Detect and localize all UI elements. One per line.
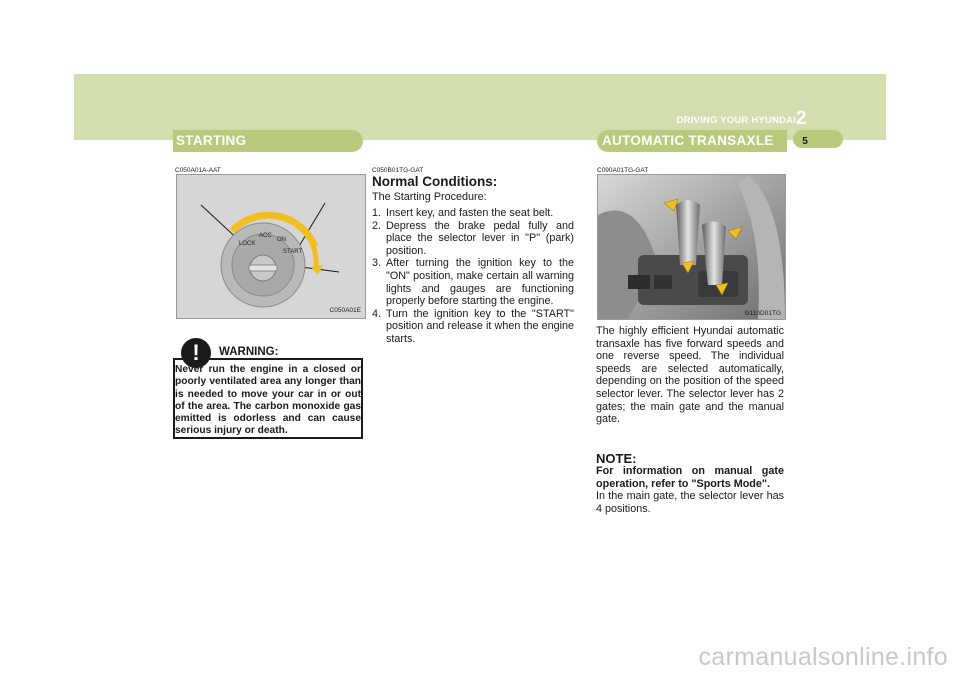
gear-selector-illustration [598,175,785,319]
chapter-number: 2 [796,108,807,129]
note-title: NOTE: [596,451,637,466]
page-number: 5 [802,136,808,147]
step-item: 4. Turn the ignition key to the "START" position and release it when the engine starts. [372,307,574,345]
warning-exclamation-icon: ! [181,338,211,368]
note-text: For information on manual gate operation, refer to "Sports Mode". [596,465,784,490]
gear-figure-caption: G110D01TG [744,310,781,317]
ignition-figure-caption: C050A01E [329,307,361,314]
watermark: carmanualsonline.info [698,643,948,671]
ignition-switch-illustration [177,175,365,318]
starting-procedure-intro: The Starting Procedure: [372,191,487,203]
chapter-title: DRIVING YOUR HYUNDAI [676,115,796,126]
step-item: 2. Depress the brake pedal fully and place the selector lever in "P" (park) position. [372,219,574,257]
gear-selector-figure [597,174,786,320]
normal-conditions-heading: Normal Conditions: [372,174,498,189]
ignition-label-lock: LOCK [239,241,256,247]
normal-conditions-code: C050B01TG-GAT [372,167,424,174]
section-title-transaxle: AUTOMATIC TRANSAXLE [602,133,774,148]
starting-steps [372,207,574,346]
step-item: 1. Insert key, and fasten the seat belt. [372,207,554,219]
transaxle-code: C090A01TG-GAT [597,167,649,174]
warning-title: WARNING: [219,346,279,358]
ignition-figure [176,174,366,319]
main-gate-description: In the main gate, the selector lever has 4 positions. [596,490,784,515]
ignition-label-on: ON [277,237,286,243]
step-item: 3. After turning the ignition key to the "ON" position, make certain all warning lights and gauges are functioning properly before starting the engine. [372,257,574,308]
section-bar-starting [173,130,363,152]
section-bar-transaxle [597,130,787,152]
starting-code: C050A01A-AAT [175,167,221,174]
warning-text: Never run the engine in a closed or poorly ventilated area any longer than is needed to move your car in or out of the area. The carbon monoxide gas emitted is odorless and can cause serious injury or death. [175,364,361,437]
ignition-label-acc: ACC [259,233,272,239]
transaxle-description: The highly efficient Hyundai automatic transaxle has five forward speeds and one reverse speed. The individual speeds are selected automatically, depending on the position of the speed selector lever. The selector lever has 2 gates; the main gate and the manual gate. [596,325,784,426]
ignition-label-start: START [283,249,303,255]
section-title-starting: STARTING [176,133,247,148]
